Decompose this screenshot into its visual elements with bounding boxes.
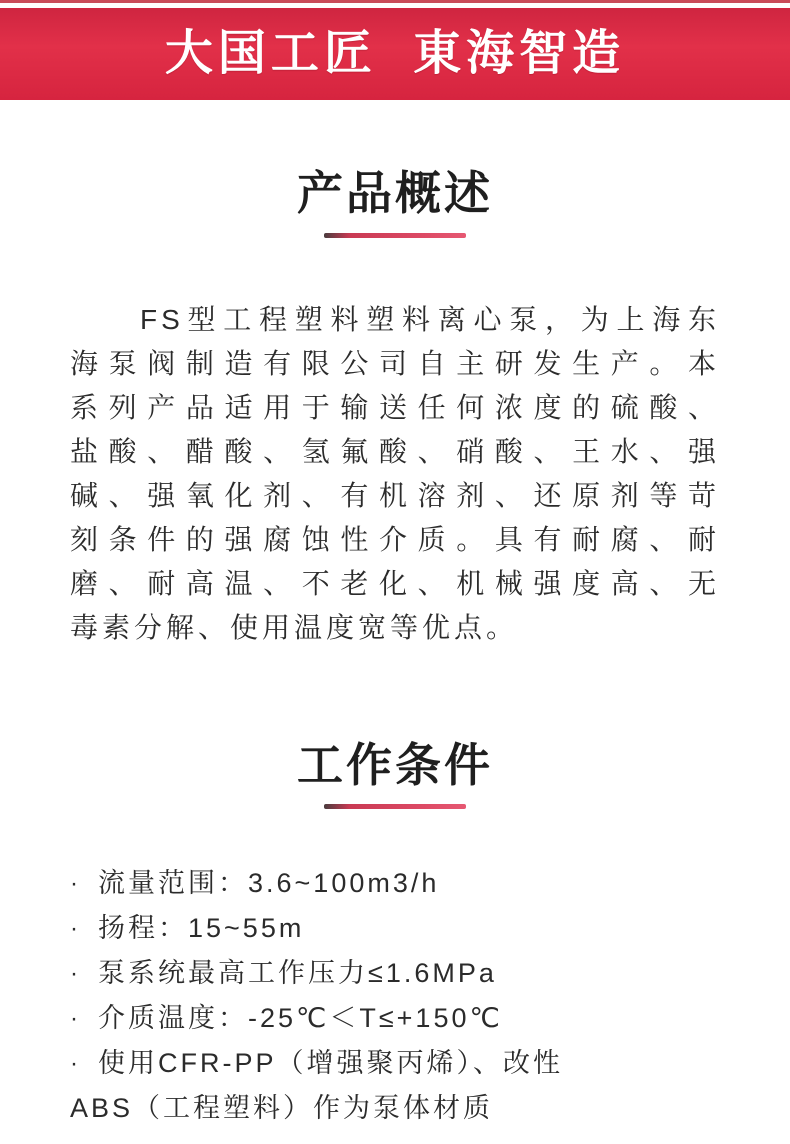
paragraph-line: 海泵阀制造有限公司自主研发生产。本 <box>70 347 720 379</box>
paragraph-line: 刻条件的强腐蚀性介质。具有耐腐、耐 <box>70 523 720 555</box>
list-item <box>70 1041 720 1131</box>
overview-paragraph <box>70 298 720 650</box>
bullet-dot: · <box>70 960 81 988</box>
overview-heading-underline <box>324 233 466 238</box>
section-conditions <box>0 740 790 1132</box>
conditions-heading: 工作条件 <box>297 738 493 791</box>
list-item <box>70 951 720 996</box>
banner-title: 大国工匠 東海智造 <box>164 27 626 80</box>
paragraph-line: FS型工程塑料塑料离心泵，为上海东 <box>140 303 720 335</box>
paragraph-line: 磨、耐高温、不老化、机械强度高、无 <box>70 567 720 599</box>
list-item <box>70 861 720 906</box>
header-banner <box>0 8 790 100</box>
bullet-dot: · <box>70 915 81 943</box>
list-item-text: 使用CFR-PP（增强聚丙烯）、改性 <box>98 1048 563 1079</box>
paragraph-line: 毒素分解、使用温度宽等优点。 <box>70 611 519 643</box>
paragraph-line: 盐酸、醋酸、氢氟酸、硝酸、王水、强 <box>70 435 720 467</box>
paragraph-line: 碱、强氧化剂、有机溶剂、还原剂等苛 <box>70 479 720 511</box>
list-item-continuation: ABS（工程塑料）作为泵体材质 <box>70 1093 494 1124</box>
list-item-text: 介质温度：-25℃＜T≤+150℃ <box>98 1003 503 1034</box>
list-item <box>70 996 720 1041</box>
list-item-text: 流量范围：3.6~100m3/h <box>98 868 440 899</box>
list-item <box>70 906 720 951</box>
bullet-dot: · <box>70 870 81 898</box>
section-overview <box>0 168 790 650</box>
list-item-text: 扬程：15~55m <box>98 913 305 944</box>
bullet-dot: · <box>70 1005 81 1033</box>
bullet-dot: · <box>70 1050 81 1078</box>
paragraph-line: 系列产品适用于输送任何浓度的硫酸、 <box>70 391 720 423</box>
conditions-heading-underline <box>324 804 466 809</box>
conditions-list <box>70 861 720 1131</box>
overview-heading: 产品概述 <box>297 167 493 219</box>
list-item-text: 泵系统最高工作压力≤1.6MPa <box>98 958 497 989</box>
